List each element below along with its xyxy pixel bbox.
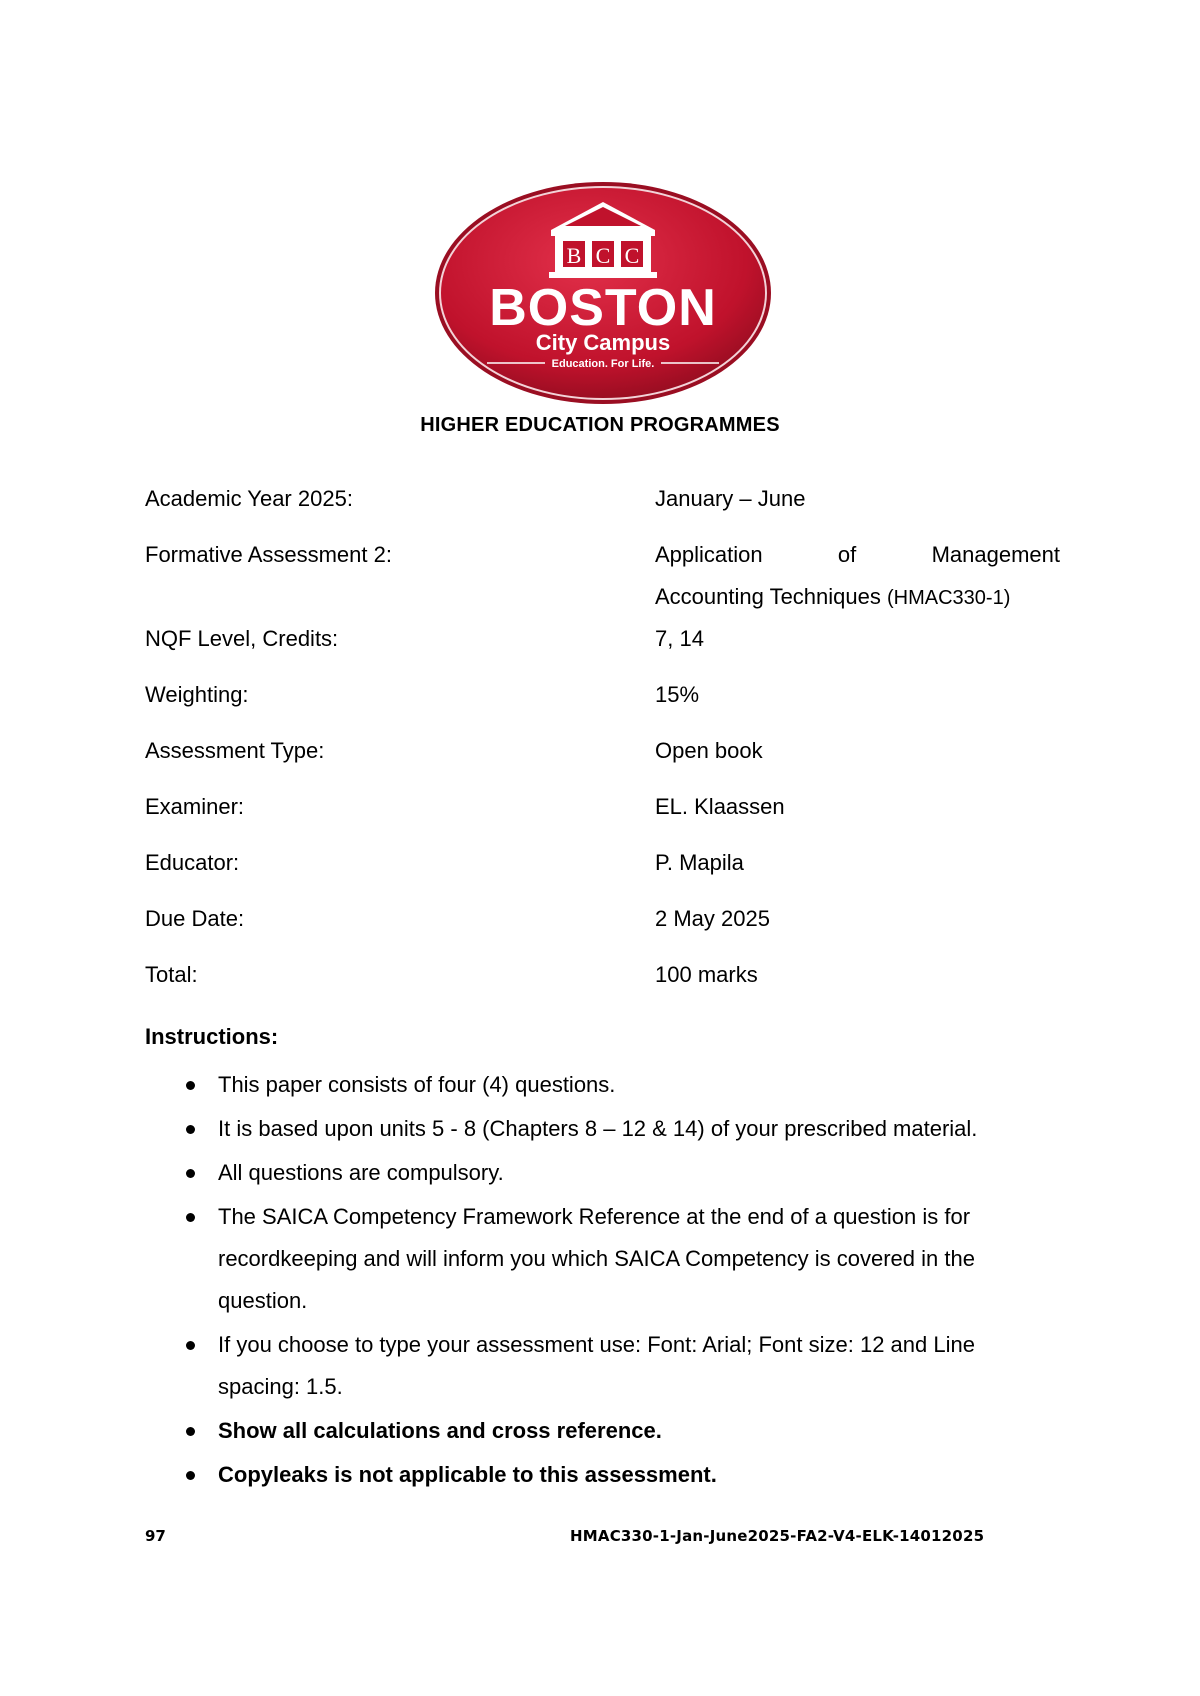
bullet-icon — [186, 1125, 195, 1134]
boston-city-campus-logo — [433, 180, 773, 406]
svg-text:Education. For Life.: Education. For Life. — [551, 358, 655, 370]
list-item — [145, 1064, 1060, 1106]
instructions-list — [145, 1064, 1060, 1498]
detail-label: Formative Assessment 2: — [145, 542, 392, 567]
detail-label: NQF Level, Credits: — [145, 626, 339, 651]
detail-value: P. Mapila — [655, 850, 744, 875]
bullet-icon — [186, 1169, 195, 1178]
detail-label: Due Date: — [145, 906, 245, 931]
list-item — [145, 1454, 1060, 1496]
instruction-text: Copyleaks is not applicable to this assessment. — [218, 1462, 717, 1487]
svg-text:City Campus: City Campus — [535, 330, 671, 355]
instructions-title: Instructions: — [145, 1024, 279, 1049]
detail-value-word: Management — [931, 542, 1060, 567]
instruction-text: All questions are compulsory. — [218, 1160, 504, 1185]
bullet-icon — [186, 1213, 195, 1222]
detail-value-word: of — [837, 542, 857, 567]
list-item — [145, 1196, 1060, 1322]
svg-text:BOSTON: BOSTON — [489, 279, 717, 337]
list-item — [145, 1410, 1060, 1452]
list-item — [145, 1324, 1060, 1408]
bullet-icon — [186, 1081, 195, 1090]
svg-text:C: C — [595, 243, 611, 268]
list-item — [145, 1152, 1060, 1194]
detail-label: Assessment Type: — [145, 738, 325, 763]
detail-value: 2 May 2025 — [655, 906, 770, 931]
instruction-text: Show all calculations and cross reference. — [218, 1418, 662, 1443]
detail-value: 15% — [655, 682, 700, 707]
detail-value-word: Application — [655, 542, 763, 567]
detail-value: 100 marks — [655, 962, 758, 987]
bullet-icon — [186, 1427, 195, 1436]
instruction-text: If you choose to type your assessment use: Font: Arial; Font size: 12 and Line spacing: 1.5. — [218, 1332, 975, 1399]
svg-text:C: C — [624, 243, 640, 268]
detail-label: Total: — [145, 962, 198, 987]
detail-label: Weighting: — [145, 682, 249, 707]
detail-label: Examiner: — [145, 794, 245, 819]
bullet-icon — [186, 1341, 195, 1350]
instruction-text: It is based upon units 5 - 8 (Chapters 8 – 12 & 14) of your prescribed material. — [218, 1116, 978, 1141]
instruction-text: The SAICA Competency Framework Reference at the end of a question is for recordkeeping and will inform you which SAICA Competency is covered in the question. — [218, 1204, 975, 1313]
detail-value: Open book — [655, 738, 763, 763]
instruction-text: This paper consists of four (4) questions. — [218, 1072, 616, 1097]
document-code: HMAC330-1-Jan-June2025-FA2-V4-ELK-14012025 — [570, 1527, 985, 1545]
detail-value: January – June — [655, 486, 806, 511]
list-item — [145, 1108, 1060, 1150]
svg-text:B: B — [566, 243, 582, 268]
detail-label: Educator: — [145, 850, 240, 875]
detail-value: EL. Klaassen — [655, 794, 785, 819]
bullet-icon — [186, 1471, 195, 1480]
detail-label: Academic Year 2025: — [145, 486, 353, 511]
detail-value-line: Accounting Techniques — [655, 584, 881, 609]
course-code: (HMAC330-1) — [887, 587, 1011, 609]
detail-value — [655, 534, 1060, 619]
detail-value: 7, 14 — [655, 626, 704, 651]
page-number: 97 — [145, 1527, 166, 1545]
page-heading: HIGHER EDUCATION PROGRAMMES — [420, 414, 780, 436]
